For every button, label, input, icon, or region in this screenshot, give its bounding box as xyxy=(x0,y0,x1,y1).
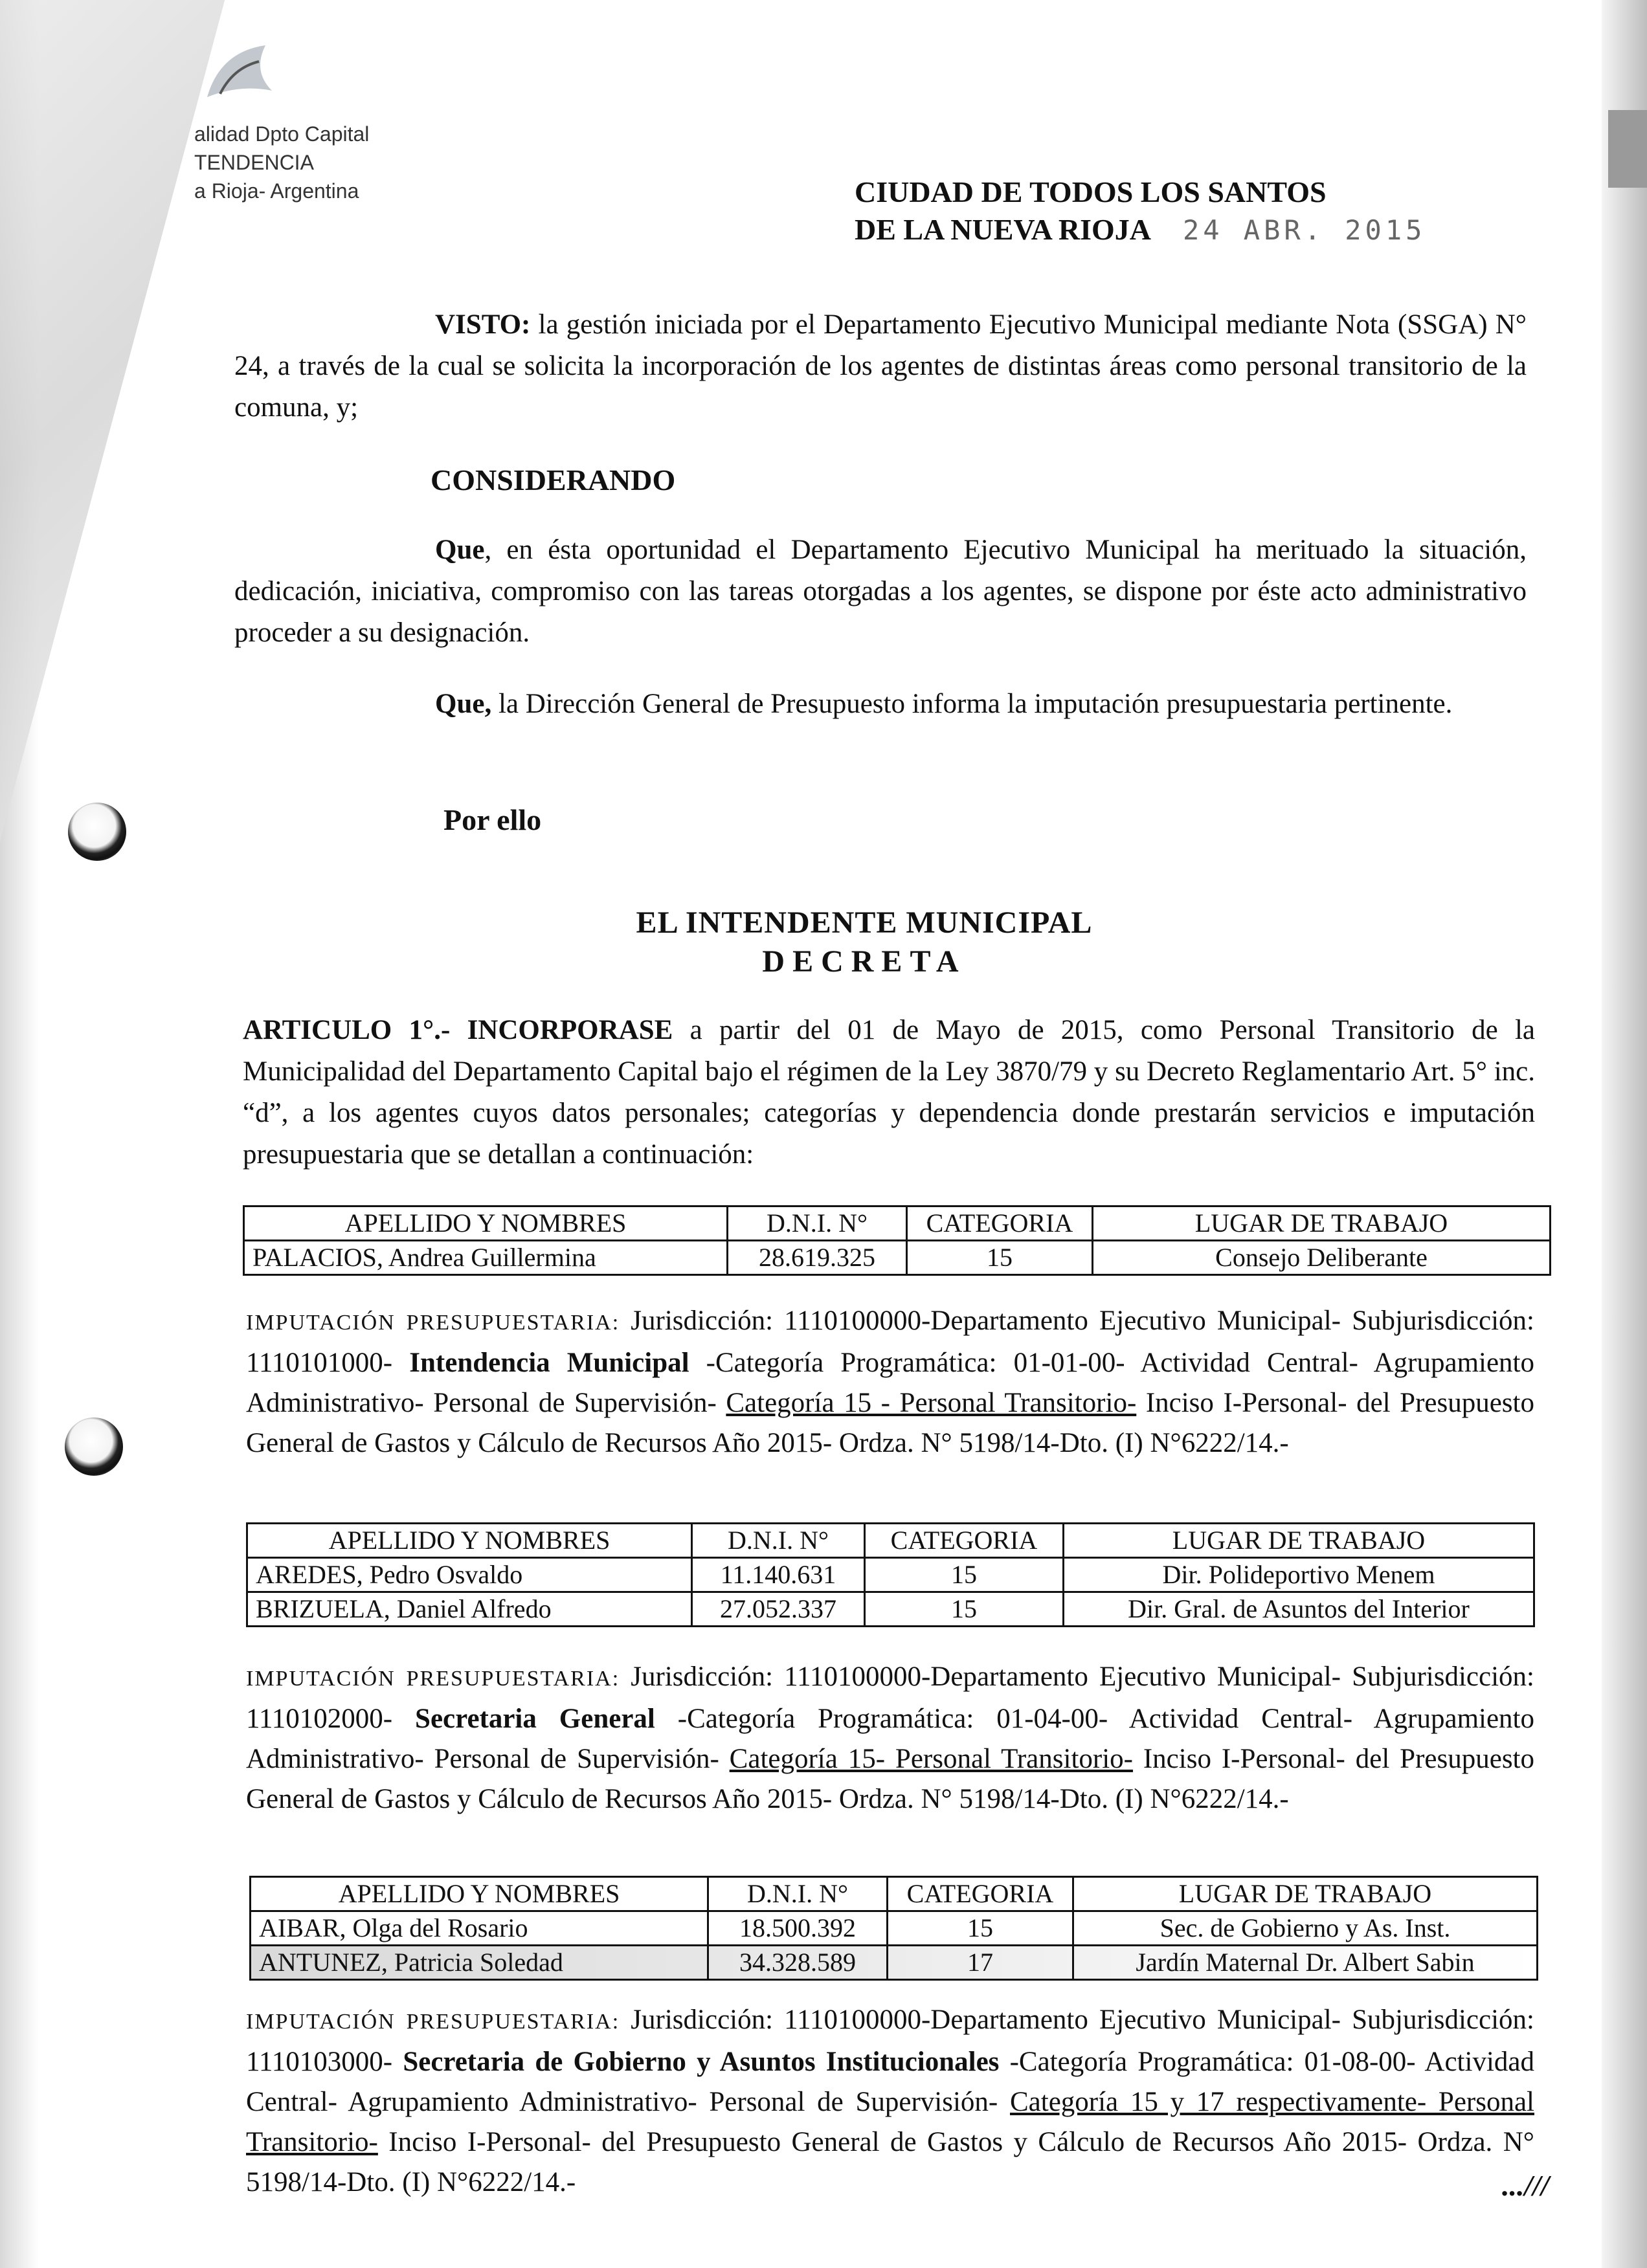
table-row xyxy=(247,1558,1534,1592)
visto-label: VISTO: xyxy=(435,309,531,340)
imputacion-underline-2: Categoría 15- Personal Transitorio- xyxy=(729,1744,1133,1774)
cell-dni: 28.619.325 xyxy=(728,1241,907,1275)
que-text-2: la Dirección General de Presupuesto informa la imputación presupuestaria pertinente. xyxy=(491,689,1453,719)
institution-line-2: TENDENCIA xyxy=(194,151,314,174)
scan-edge-right xyxy=(1602,0,1647,2268)
cell-name: AREDES, Pedro Osvaldo xyxy=(247,1558,692,1592)
header-cell-workplace: LUGAR DE TRABAJO xyxy=(1064,1524,1534,1558)
que-paragraph-1 xyxy=(234,529,1527,654)
cell-name: ANTUNEZ, Patricia Soledad xyxy=(251,1946,708,1980)
imputacion-bold-1: Intendencia Municipal xyxy=(409,1348,689,1378)
table-row xyxy=(251,1946,1538,1980)
cell-workplace: Dir. Gral. de Asuntos del Interior xyxy=(1064,1592,1534,1627)
table-header-row xyxy=(244,1206,1551,1241)
imputacion-label-1: IMPUTACIÓN PRESUPUESTARIA: xyxy=(246,1311,620,1335)
por-ello: Por ello xyxy=(443,803,542,836)
cell-workplace: Sec. de Gobierno y As. Inst. xyxy=(1073,1911,1538,1946)
imputacion-post-2: Inciso I-Personal- del Presupuesto General de Gastos y Cálculo de Recursos Año 2015- Ordza. N° 5198/14-Dto. (I) N°6222/14.- xyxy=(246,1744,1534,1814)
cell-category: 15 xyxy=(888,1911,1073,1946)
cell-workplace: Consejo Deliberante xyxy=(1093,1241,1551,1275)
cell-workplace: Dir. Polideportivo Menem xyxy=(1064,1558,1534,1592)
city-line-1: CIUDAD DE TODOS LOS SANTOS xyxy=(855,175,1327,208)
imputacion-bold-3: Secretaria de Gobierno y Asuntos Institucionales xyxy=(403,2047,1000,2077)
institution-header xyxy=(194,120,369,205)
table-row xyxy=(251,1911,1538,1946)
imputacion-label-2: IMPUTACIÓN PRESUPUESTARIA: xyxy=(246,1667,620,1691)
considerando-heading: CONSIDERANDO xyxy=(431,463,676,496)
date-stamp: 24 ABR. 2015 xyxy=(1182,214,1426,246)
header-cell-name: APELLIDO Y NOMBRES xyxy=(247,1524,692,1558)
decreta-heading: DECRETA xyxy=(762,944,967,979)
que-label-1: Que xyxy=(435,535,485,565)
cell-name: AIBAR, Olga del Rosario xyxy=(251,1911,708,1946)
header-cell-name: APELLIDO Y NOMBRES xyxy=(251,1877,708,1911)
que-text-1: , en ésta oportunidad el Departamento Ejecutivo Municipal ha merituado la situación, dedicación, iniciativa, compromiso con las tareas otorgadas a los agentes, se dispone por éste acto administrativo proceder a su designación. xyxy=(234,535,1527,648)
header-cell-workplace: LUGAR DE TRABAJO xyxy=(1093,1206,1551,1241)
visto-paragraph xyxy=(234,304,1527,428)
imputacion-underline-3: Categoría 15 y 17 respectivamente- Personal Transitorio- xyxy=(246,2087,1534,2157)
city-line-2: DE LA NUEVA RIOJA xyxy=(855,213,1150,246)
header-cell-category: CATEGORIA xyxy=(907,1206,1093,1241)
imputacion-pre-3: Jurisdicción: 1110100000-Departamento Ejecutivo Municipal- Subjurisdicción: 1110103000- xyxy=(246,2005,1534,2077)
imputacion-underline-1: Categoría 15 - Personal Transitorio- xyxy=(726,1388,1137,1418)
table-row xyxy=(247,1592,1534,1627)
intendente-heading: EL INTENDENTE MUNICIPAL xyxy=(636,906,1093,940)
table-header-row xyxy=(251,1877,1538,1911)
table-row xyxy=(244,1241,1551,1275)
que-paragraph-2 xyxy=(234,684,1527,725)
imputacion-mid-3: -Categoría Programática: 01-08-00- Actividad Central- Agrupamiento Administrativo- Personal de Supervisión- xyxy=(246,2047,1534,2117)
imputacion-mid-1: -Categoría Programática: 01-01-00- Actividad Central- Agrupamiento Administrativo- Personal de Supervisión- xyxy=(246,1348,1534,1418)
imputacion-label-3: IMPUTACIÓN PRESUPUESTARIA: xyxy=(246,2010,620,2034)
articulo-1-paragraph xyxy=(243,1010,1535,1175)
articulo-1-text: a partir del 01 de Mayo de 2015, como Personal Transitorio de la Municipalidad del Departamento Capital bajo el régimen de la Ley 3870/79 y su Decreto Reglamentario Art. 5° inc. “d”, a los agentes cuyos datos personales; categorías y dependencia donde prestarán servicios e imputación presupuestaria que se detallan a continuación: xyxy=(243,1015,1535,1170)
cell-name: PALACIOS, Andrea Guillermina xyxy=(244,1241,728,1275)
que-label-2: Que, xyxy=(435,689,492,719)
institution-line-1: alidad Dpto Capital xyxy=(194,122,370,146)
table-header-row xyxy=(247,1524,1534,1558)
imputacion-pre-1: Jurisdicción: 1110100000-Departamento Ejecutivo Municipal- Subjurisdicción: 1110101000- xyxy=(246,1306,1534,1378)
punch-hole-top xyxy=(68,803,126,861)
cell-dni: 18.500.392 xyxy=(708,1911,888,1946)
articulo-1-label: ARTICULO 1°.- INCORPORASE xyxy=(243,1015,673,1045)
agents-table-1 xyxy=(243,1205,1551,1276)
cell-category: 17 xyxy=(888,1946,1073,1980)
cell-category: 15 xyxy=(907,1241,1093,1275)
header-cell-dni: D.N.I. N° xyxy=(692,1524,865,1558)
visto-text: la gestión iniciada por el Departamento Ejecutivo Municipal mediante Nota (SSGA) N° 24, a través de la cual se solicita la incorporación de los agentes de distintas áreas como personal transitorio de la comuna, y; xyxy=(234,309,1527,423)
agents-table-2 xyxy=(246,1522,1535,1627)
header-cell-category: CATEGORIA xyxy=(865,1524,1064,1558)
punch-hole-bottom xyxy=(65,1418,123,1476)
imputacion-paragraph-2 xyxy=(246,1657,1534,1819)
agents-table-3 xyxy=(249,1876,1538,1981)
scan-edge-mark xyxy=(1608,110,1647,188)
header-cell-workplace: LUGAR DE TRABAJO xyxy=(1073,1877,1538,1911)
continuation-mark: .../// xyxy=(1502,2169,1549,2202)
imputacion-paragraph-1 xyxy=(246,1301,1534,1463)
cell-dni: 11.140.631 xyxy=(692,1558,865,1592)
imputacion-mid-2: -Categoría Programática: 01-04-00- Actividad Central- Agrupamiento Administrativo- Personal de Supervisión- xyxy=(246,1704,1534,1774)
cell-dni: 27.052.337 xyxy=(692,1592,865,1627)
cell-dni: 34.328.589 xyxy=(708,1946,888,1980)
header-cell-name: APELLIDO Y NOMBRES xyxy=(244,1206,728,1241)
cell-workplace: Jardín Maternal Dr. Albert Sabin xyxy=(1073,1946,1538,1980)
city-header xyxy=(855,173,1426,249)
imputacion-pre-2: Jurisdicción: 1110100000-Departamento Ejecutivo Municipal- Subjurisdicción: 1110102000- xyxy=(246,1662,1534,1734)
imputacion-bold-2: Secretaria General xyxy=(415,1704,655,1734)
imputacion-post-3: Inciso I-Personal- del Presupuesto General de Gastos y Cálculo de Recursos Año 2015- Ordza. N° 5198/14-Dto. (I) N°6222/14.- xyxy=(246,2127,1534,2197)
cell-category: 15 xyxy=(865,1558,1064,1592)
imputacion-post-1: Inciso I-Personal- del Presupuesto General de Gastos y Cálculo de Recursos Año 2015- Ordza. N° 5198/14-Dto. (I) N°6222/14.- xyxy=(246,1388,1534,1458)
institution-line-3: a Rioja- Argentina xyxy=(194,179,359,203)
municipal-logo xyxy=(194,32,285,110)
cell-name: BRIZUELA, Daniel Alfredo xyxy=(247,1592,692,1627)
imputacion-paragraph-3 xyxy=(246,2000,1534,2203)
header-cell-category: CATEGORIA xyxy=(888,1877,1073,1911)
header-cell-dni: D.N.I. N° xyxy=(708,1877,888,1911)
cell-category: 15 xyxy=(865,1592,1064,1627)
header-cell-dni: D.N.I. N° xyxy=(728,1206,907,1241)
